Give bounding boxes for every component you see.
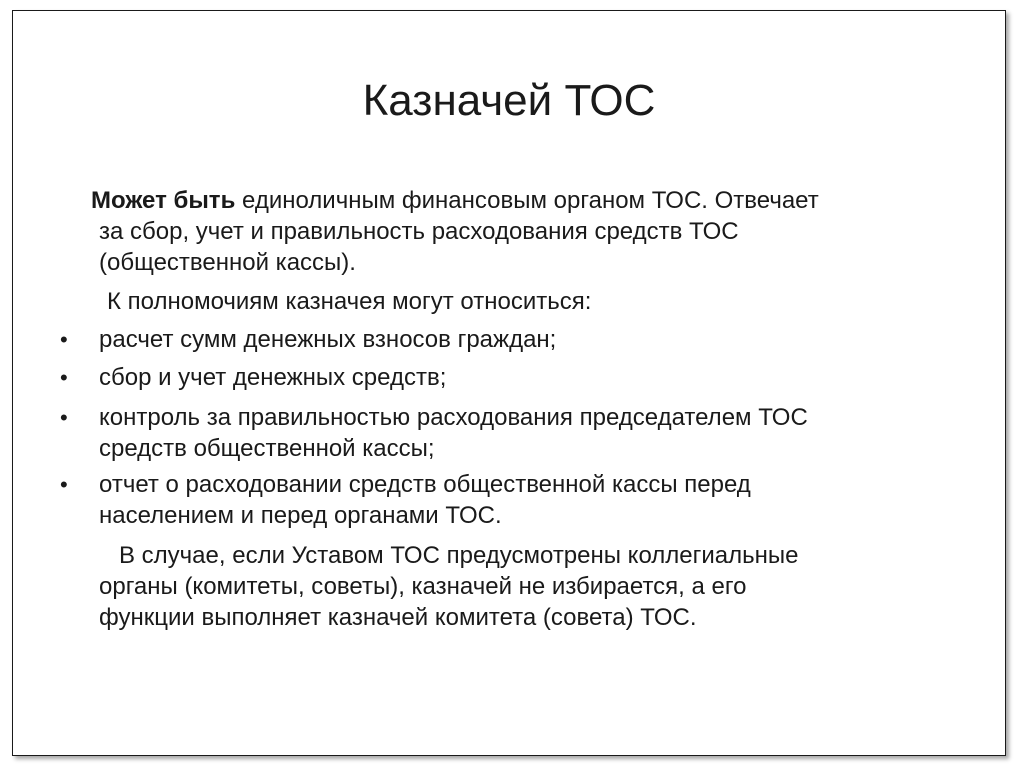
closing-line-3: функции выполняет казначей комитета (совета) ТОС. bbox=[99, 604, 697, 631]
bullet-marker-1: • bbox=[60, 327, 68, 352]
intro-line-1 bbox=[91, 189, 819, 213]
intro-line-3: (общественной кассы). bbox=[99, 249, 356, 276]
intro-line-1-rest: единоличным финансовым органом ТОС. Отвечает bbox=[235, 187, 819, 214]
bullet-3-line-1: контроль за правильностью расходования председателем ТОС bbox=[99, 404, 808, 431]
bullet-3-line-2: средств общественной кассы; bbox=[99, 435, 435, 462]
bullet-1-line-1: расчет сумм денежных взносов граждан; bbox=[99, 326, 557, 353]
bullet-4-line-1: отчет о расходовании средств общественной кассы перед bbox=[99, 471, 751, 498]
bullet-marker-2: • bbox=[60, 365, 68, 390]
slide-body bbox=[13, 11, 1005, 755]
bullet-2-line-1: сбор и учет денежных средств; bbox=[99, 364, 447, 391]
closing-line-1: В случае, если Уставом ТОС предусмотрены коллегиальные bbox=[119, 542, 799, 569]
slide bbox=[12, 10, 1006, 756]
bullet-marker-3: • bbox=[60, 405, 68, 430]
bullet-marker-4: • bbox=[60, 472, 68, 497]
powers-heading: К полномочиям казначея могут относиться: bbox=[107, 288, 592, 315]
closing-line-2: органы (комитеты, советы), казначей не избирается, а его bbox=[99, 573, 747, 600]
bullet-4-line-2: населением и перед органами ТОС. bbox=[99, 502, 502, 529]
intro-bold-lead: Может быть bbox=[91, 187, 236, 214]
intro-line-2: за сбор, учет и правильность расходования средств ТОС bbox=[99, 218, 739, 245]
slide-title: Казначей ТОС bbox=[362, 76, 656, 125]
